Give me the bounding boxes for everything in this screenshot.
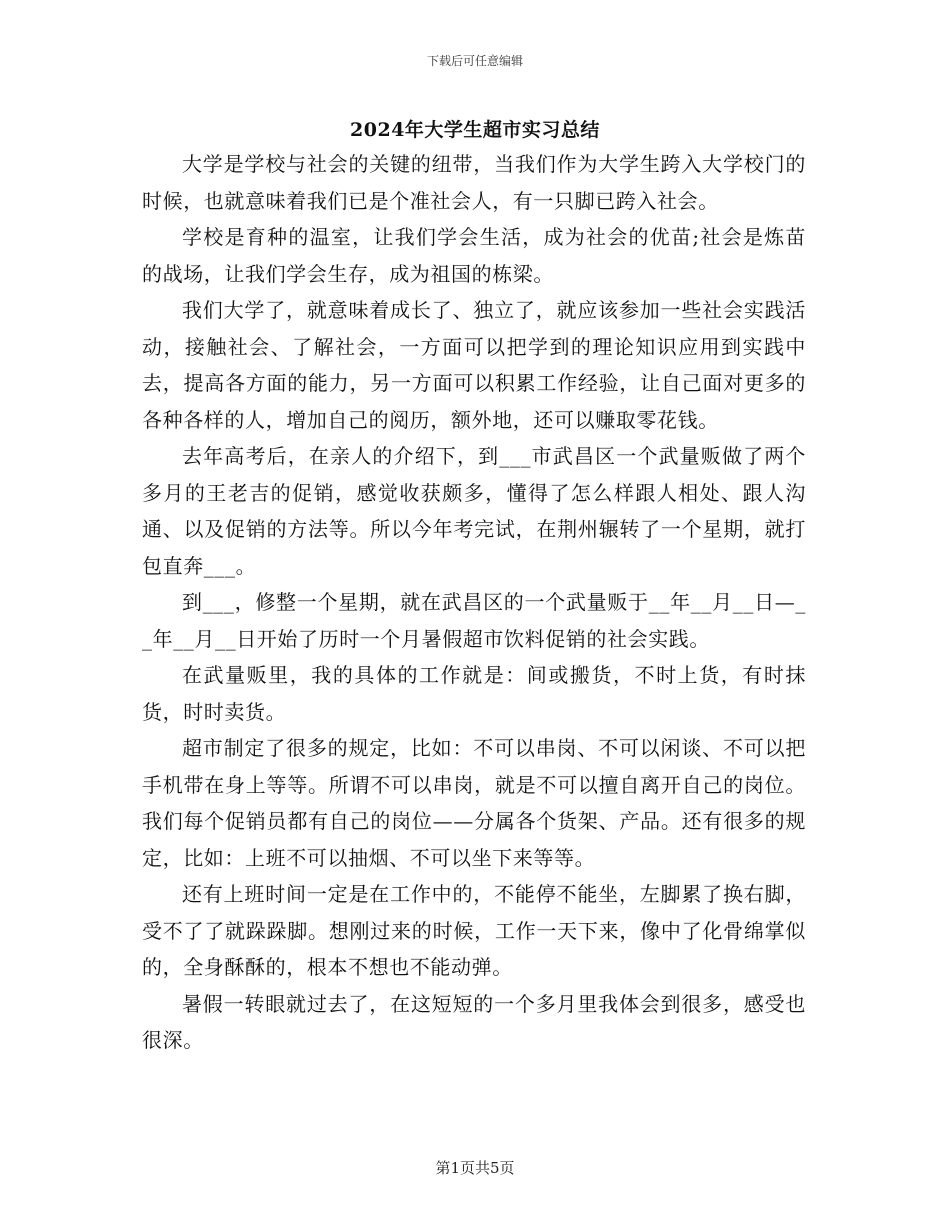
document-title: 2024年大学生超市实习总结 [350,119,600,141]
paragraph: 超市制定了很多的规定，比如：不可以串岗、不可以闲谈、不可以把手机带在身上等等。所谓不可以串岗，就是不可以擅自离开自己的岗位。我们每个促销员都有自己的岗位——分属各个货架、产品。还有很多的规定，比如：上班不可以抽烟、不可以坐下来等等。 [142,736,806,870]
paragraph: 去年高考后，在亲人的介绍下，到___市武昌区一个武量贩做了两个多月的王老吉的促销，感觉收获颇多，懂得了怎么样跟人相处、跟人沟通、以及促销的方法等。所以今年考完试，在荆州辗转了一个星期，就打包直奔___。 [142,444,806,578]
paragraph: 在武量贩里，我的具体的工作就是：间或搬货，不时上货，有时抹货，时时卖货。 [142,663,806,724]
page-header-note: 下载后可任意编辑 [426,54,523,68]
page-number: 第1页共5页 [435,1159,515,1177]
paragraph: 大学是学校与社会的关键的纽带，当我们作为大学生跨入大学校门的时候，也就意味着我们已是个准社会人，有一只脚已跨入社会。 [142,152,806,213]
paragraph: 还有上班时间一定是在工作中的，不能停不能坐，左脚累了换右脚，受不了了就跺跺脚。想刚过来的时候，工作一天下来，像中了化骨绵掌似的，全身酥酥的，根本不想也不能动弹。 [142,882,806,979]
paragraph: 到___，修整一个星期，就在武昌区的一个武量贩于__年__月__日—__年__月__日开始了历时一个月暑假超市饮料促销的社会实践。 [142,590,806,651]
paragraph: 暑假一转眼就过去了，在这短短的一个多月里我体会到很多，感受也很深。 [142,991,806,1052]
document-body [142,146,806,1059]
paragraph: 学校是育种的温室，让我们学会生活，成为社会的优苗;社会是炼苗的战场，让我们学会生存，成为祖国的栋梁。 [142,225,806,286]
paragraph: 我们大学了，就意味着成长了、独立了，就应该参加一些社会实践活动，接触社会、了解社会，一方面可以把学到的理论知识应用到实践中去，提高各方面的能力，另一方面可以积累工作经验，让自己面对更多的各种各样的人，增加自己的阅历，额外地，还可以赚取零花钱。 [142,298,806,432]
